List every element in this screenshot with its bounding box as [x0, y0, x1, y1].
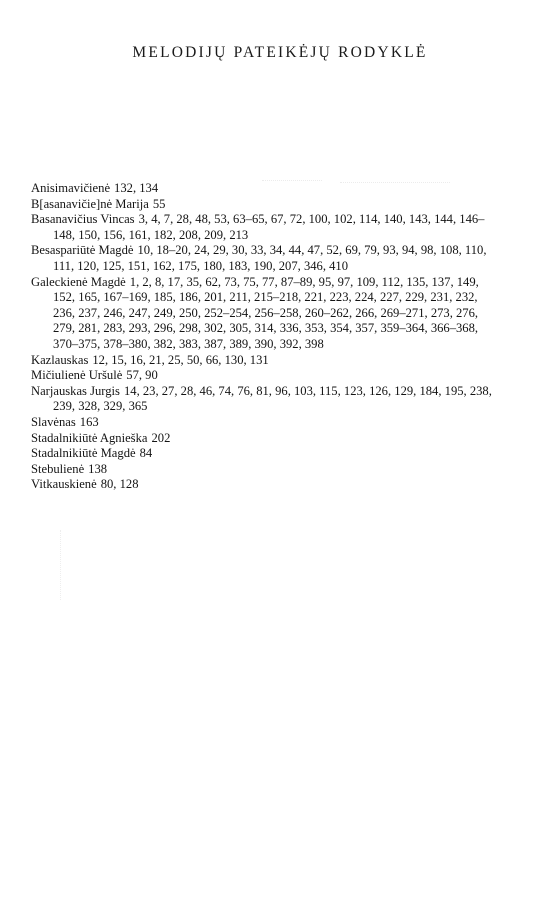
- index-entry: [31, 384, 501, 415]
- performer-name: Basanavičius Vincas: [31, 212, 135, 227]
- index-entry: [31, 446, 501, 462]
- performer-name: Vitkauskienė: [31, 477, 97, 492]
- index-entry: [31, 181, 501, 197]
- performer-name: Kazlauskas: [31, 352, 89, 367]
- page-title: MELODIJŲ PATEIKĖJŲ RODYKLĖ: [132, 44, 428, 61]
- melody-numbers: 10, 18–20, 24, 29, 30, 33, 34, 44, 47, 52, 69, 79, 93, 94, 98, 108, 110, 111, 120, 125, 151, 162, 175, 180, 183, 190, 207, 346, 410: [53, 243, 487, 273]
- index-entry: [31, 462, 501, 478]
- melody-numbers: 14, 23, 27, 28, 46, 74, 76, 81, 96, 103, 115, 123, 126, 129, 184, 195, 238, 239, 328, 329, 365: [53, 383, 492, 414]
- melody-numbers: 132, 134: [114, 181, 159, 195]
- index-entry: [31, 275, 501, 353]
- performer-name: Slavėnas: [31, 414, 76, 429]
- index-entry: [31, 353, 501, 369]
- index-entry: [31, 431, 501, 447]
- melody-numbers: 202: [151, 430, 171, 445]
- melody-numbers: 80, 128: [100, 477, 139, 492]
- index-entry: [31, 415, 501, 431]
- index-entry: [31, 197, 501, 213]
- melody-numbers: 84: [139, 446, 153, 461]
- performer-name: Anisimavičienė: [31, 181, 111, 195]
- index-entry: [31, 477, 501, 493]
- index-entry: [31, 243, 501, 274]
- melody-numbers: 12, 15, 16, 21, 25, 50, 66, 130, 131: [92, 352, 269, 367]
- performer-name: Narjauskas Jurgis: [31, 383, 120, 398]
- performer-name: Besaspariūtė Magdė: [31, 243, 134, 258]
- melody-numbers: 55: [152, 196, 166, 211]
- performer-name: Galeckienė Magdė: [31, 274, 126, 289]
- performer-index-list: [31, 181, 501, 493]
- melody-numbers: 1, 2, 8, 17, 35, 62, 73, 75, 77, 87–89, 95, 97, 109, 112, 135, 137, 149, 152, 165, 167–169, 185, 186, 201, 211, 215–218, 221, 223, 224, 227, 229, 231, 232, 236, 237, 246, 247, 249, 250, 252–254, 256–258, 260–262, 266, 269–271, 273, 276, 279, 281, 283, 293, 296, 298, 302, 305, 314, 336, 353, 354, 357, 359–364, 366–368, 370–375, 378–380, 382, 383, 387, 389, 390, 392, 398: [53, 274, 479, 351]
- index-entry: [31, 368, 501, 384]
- melody-numbers: 138: [88, 461, 108, 476]
- bleed-through-mark: [60, 530, 111, 600]
- melody-numbers: 57, 90: [126, 368, 158, 383]
- performer-name: Mičiulienė Uršulė: [31, 368, 123, 383]
- performer-name: Stadalnikiūtė Agnieška: [31, 430, 148, 445]
- melody-numbers: 163: [79, 414, 99, 429]
- performer-name: B[asanavičie]nė Marija: [31, 196, 149, 211]
- performer-name: Stebulienė: [31, 461, 85, 476]
- performer-name: Stadalnikiūtė Magdė: [31, 446, 136, 461]
- melody-numbers: 3, 4, 7, 28, 48, 53, 63–65, 67, 72, 100, 102, 114, 140, 143, 144, 146–148, 150, 156, 161, 182, 208, 209, 213: [53, 212, 485, 242]
- index-entry: [31, 212, 501, 243]
